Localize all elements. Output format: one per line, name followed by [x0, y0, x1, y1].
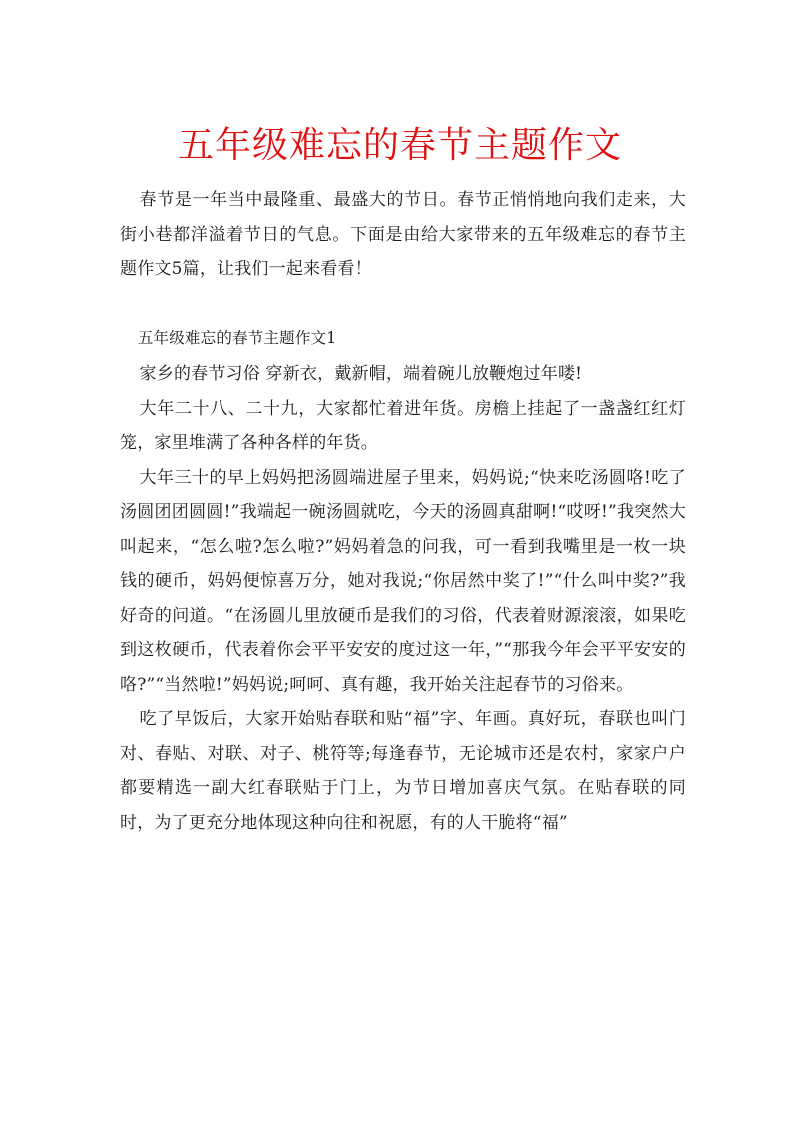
body-paragraph: 大年三十的早上妈妈把汤圆端进屋子里来，妈妈说;“快来吃汤圆咯!吃了汤圆团团圆圆!”我端起一碗汤圆就吃，今天的汤圆真甜啊!“哎呀!”我突然大叫起来，“怎么啦?怎么啦?”妈妈着急的问我，可一看到我嘴里是一枚一块钱的硬币，妈妈便惊喜万分，她对我说;“你居然中奖了!”“什么叫中奖?”我好奇的问道。“在汤圆儿里放硬币是我们的习俗，代表着财源滚滚，如果吃到这枚硬币，代表着你会平平安安的度过这一年，”“那我今年会平平安安的咯?”“当然啦!”妈妈说;呵呵、真有趣，我开始关注起春节的习俗来。: [120, 467, 686, 695]
body-paragraph: 家乡的春节习俗 穿新衣，戴新帽，端着碗儿放鞭炮过年喽!: [139, 364, 583, 384]
document-body: [120, 183, 686, 840]
intro-paragraph: 春节是一年当中最隆重、最盛大的节日。春节正悄悄地向我们走来，大街小巷都洋溢着节日的气息。下面是由给大家带来的五年级难忘的春节主题作文5篇，让我们一起来看看！: [120, 190, 686, 279]
document-title: 五年级难忘的春节主题作文: [177, 125, 622, 166]
body-paragraph: 大年二十八、二十九，大家都忙着进年货。房檐上挂起了一盏盏红红灯笼，家里堆满了各种各样的年货。: [120, 398, 686, 453]
section-title: 五年级难忘的春节主题作文1: [137, 328, 337, 347]
body-paragraph: 吃了早饭后，大家开始贴春联和贴“福”字、年画。真好玩，春联也叫门对、春贴、对联、对子、桃符等;每逢春节，无论城市还是农村，家家户户都要精选一副大红春联贴于门上，为节日增加喜庆气氛。在贴春联的同时，为了更充分地体现这种向往和祝愿，有的人干脆将“福”: [120, 709, 686, 833]
